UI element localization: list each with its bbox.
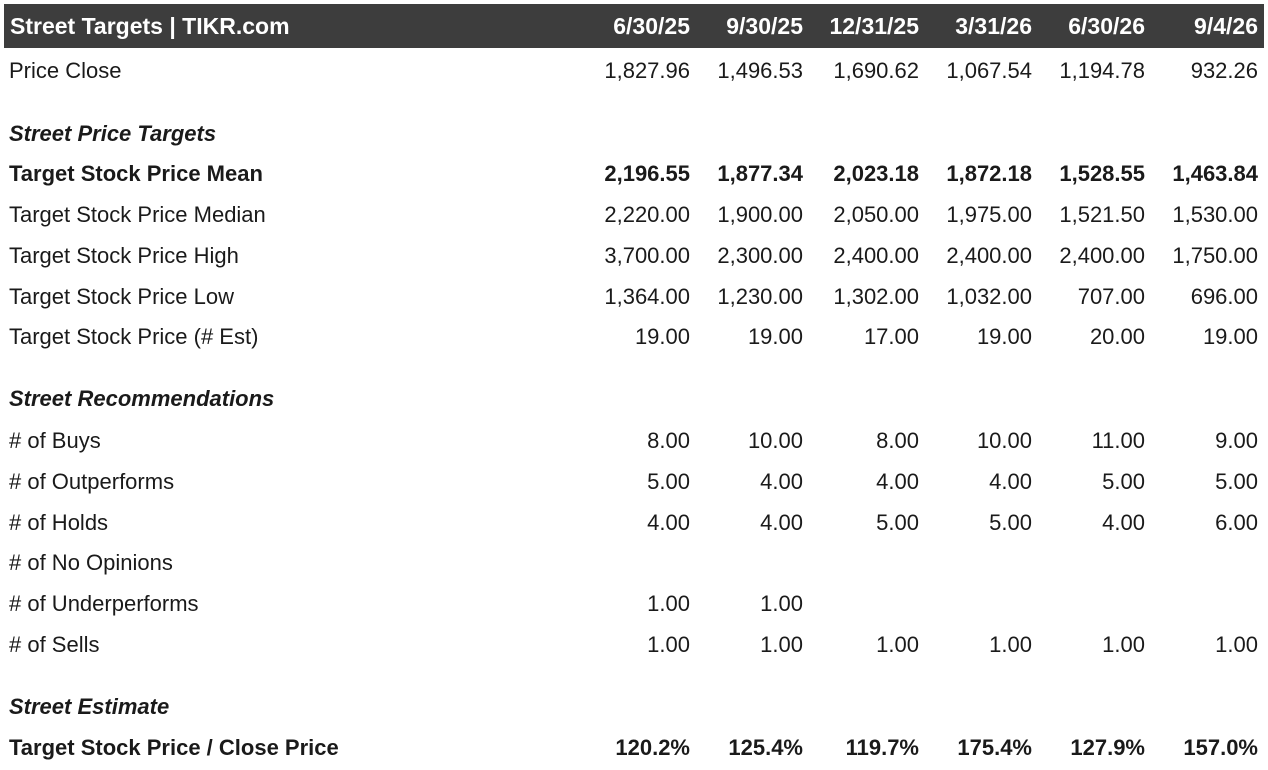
row-label: # of Holds bbox=[9, 510, 109, 535]
table-cell: 1.00 bbox=[1215, 632, 1258, 657]
table-cell: 127.9% bbox=[1070, 735, 1145, 760]
table-cell: 5.00 bbox=[1102, 469, 1145, 494]
table-cell: 1,750.00 bbox=[1172, 243, 1258, 268]
table-cell: 5.00 bbox=[647, 469, 690, 494]
table-cell: 1,302.00 bbox=[833, 284, 919, 309]
table-title: Street Targets | TIKR.com bbox=[10, 13, 290, 39]
price-close-row bbox=[4, 52, 1264, 88]
table-cell: 2,400.00 bbox=[946, 243, 1032, 268]
table-cell: 1,364.00 bbox=[604, 284, 690, 309]
table-cell: 175.4% bbox=[957, 735, 1032, 760]
column-header: 6/30/25 bbox=[613, 13, 690, 39]
table-cell: 20.00 bbox=[1089, 324, 1145, 349]
table-cell: 2,220.00 bbox=[604, 202, 690, 227]
table-cell: 4.00 bbox=[1102, 510, 1145, 535]
row-label: Target Stock Price (# Est) bbox=[9, 324, 259, 349]
table-cell: 1,496.53 bbox=[717, 58, 803, 83]
row-label: Target Stock Price Low bbox=[9, 284, 234, 309]
column-header: 9/30/25 bbox=[726, 13, 803, 39]
table-cell: 17.00 bbox=[863, 324, 919, 349]
table-cell: 2,050.00 bbox=[833, 202, 919, 227]
table-row bbox=[4, 585, 1264, 621]
column-header: 9/4/26 bbox=[1194, 13, 1258, 39]
table-cell: 1,690.62 bbox=[833, 58, 919, 83]
row-label: Target Stock Price / Close Price bbox=[9, 735, 339, 760]
table-cell: 19.00 bbox=[747, 324, 803, 349]
table-cell: 1,463.84 bbox=[1172, 161, 1258, 186]
table-cell: 2,400.00 bbox=[833, 243, 919, 268]
row-label: # of Sells bbox=[9, 632, 100, 657]
table-row bbox=[4, 155, 1264, 191]
table-cell: 5.00 bbox=[1215, 469, 1258, 494]
table-row bbox=[4, 729, 1264, 765]
table-cell: 4.00 bbox=[989, 469, 1032, 494]
table-cell: 932.26 bbox=[1190, 58, 1258, 83]
table-cell: 1,975.00 bbox=[946, 202, 1032, 227]
table-cell: 1,827.96 bbox=[604, 58, 690, 83]
table-cell: 1,877.34 bbox=[717, 161, 803, 186]
table-cell: 157.0% bbox=[1183, 735, 1258, 760]
table-cell: 5.00 bbox=[989, 510, 1032, 535]
table-cell: 1.00 bbox=[760, 591, 803, 616]
table-cell: 4.00 bbox=[647, 510, 690, 535]
table-cell: 120.2% bbox=[615, 735, 690, 760]
table-cell: 696.00 bbox=[1190, 284, 1258, 309]
table-cell: 4.00 bbox=[760, 510, 803, 535]
table-header bbox=[4, 4, 1264, 48]
table-cell: 119.7% bbox=[845, 735, 919, 760]
table-row bbox=[4, 278, 1264, 314]
table-cell: 1.00 bbox=[1102, 632, 1145, 657]
table-cell: 8.00 bbox=[647, 428, 690, 453]
table-cell: 1.00 bbox=[876, 632, 919, 657]
table-cell: 1,521.50 bbox=[1059, 202, 1145, 227]
row-label: # of No Opinions bbox=[9, 550, 173, 575]
table-cell: 1,194.78 bbox=[1059, 58, 1145, 83]
table-cell: 4.00 bbox=[876, 469, 919, 494]
table-cell: 19.00 bbox=[976, 324, 1032, 349]
table-cell: 1.00 bbox=[647, 591, 690, 616]
table-cell: 10.00 bbox=[976, 428, 1032, 453]
table-cell: 8.00 bbox=[876, 428, 919, 453]
table-cell: 3,700.00 bbox=[604, 243, 690, 268]
table-cell: 125.4% bbox=[728, 735, 803, 760]
table-row bbox=[4, 544, 1264, 580]
table-cell: 1,530.00 bbox=[1172, 202, 1258, 227]
table-row bbox=[4, 237, 1264, 273]
table-row bbox=[4, 626, 1264, 662]
table-cell: 2,300.00 bbox=[717, 243, 803, 268]
table-cell: 2,023.18 bbox=[833, 161, 919, 186]
section-heading-recommendations: Street Recommendations bbox=[9, 386, 275, 411]
table-cell: 19.00 bbox=[1202, 324, 1258, 349]
section-heading-targets: Street Price Targets bbox=[9, 121, 217, 146]
table-cell: 9.00 bbox=[1215, 428, 1258, 453]
table-row bbox=[4, 196, 1264, 232]
table-cell: 1,900.00 bbox=[717, 202, 803, 227]
table-cell: 1.00 bbox=[647, 632, 690, 657]
table-cell: 707.00 bbox=[1077, 284, 1145, 309]
row-label: # of Outperforms bbox=[9, 469, 175, 494]
table-cell: 6.00 bbox=[1215, 510, 1258, 535]
table-cell: 4.00 bbox=[760, 469, 803, 494]
row-label: # of Buys bbox=[9, 428, 101, 453]
table-cell: 19.00 bbox=[634, 324, 690, 349]
row-label: Target Stock Price High bbox=[9, 243, 239, 268]
row-label: Target Stock Price Mean bbox=[9, 161, 263, 186]
column-header: 12/31/25 bbox=[829, 13, 919, 39]
row-label: Target Stock Price Median bbox=[9, 202, 266, 227]
row-label: Price Close bbox=[9, 58, 122, 83]
table-cell: 1,528.55 bbox=[1059, 161, 1145, 186]
column-header: 3/31/26 bbox=[955, 13, 1032, 39]
table-cell: 1,067.54 bbox=[946, 58, 1032, 83]
row-label: # of Underperforms bbox=[9, 591, 199, 616]
table-row bbox=[4, 504, 1264, 540]
table-cell: 11.00 bbox=[1091, 428, 1145, 453]
table-cell: 2,400.00 bbox=[1059, 243, 1145, 268]
table-row bbox=[4, 422, 1264, 458]
table-cell: 1,032.00 bbox=[946, 284, 1032, 309]
table-cell: 1.00 bbox=[760, 632, 803, 657]
table-cell: 1,872.18 bbox=[946, 161, 1032, 186]
section-heading-estimate: Street Estimate bbox=[9, 694, 170, 719]
column-header: 6/30/26 bbox=[1068, 13, 1145, 39]
table-cell: 1,230.00 bbox=[717, 284, 803, 309]
table-cell: 10.00 bbox=[747, 428, 803, 453]
table-cell: 2,196.55 bbox=[604, 161, 690, 186]
table-row bbox=[4, 463, 1264, 499]
table-cell: 5.00 bbox=[876, 510, 919, 535]
table-cell: 1.00 bbox=[989, 632, 1032, 657]
table-row bbox=[4, 318, 1264, 354]
